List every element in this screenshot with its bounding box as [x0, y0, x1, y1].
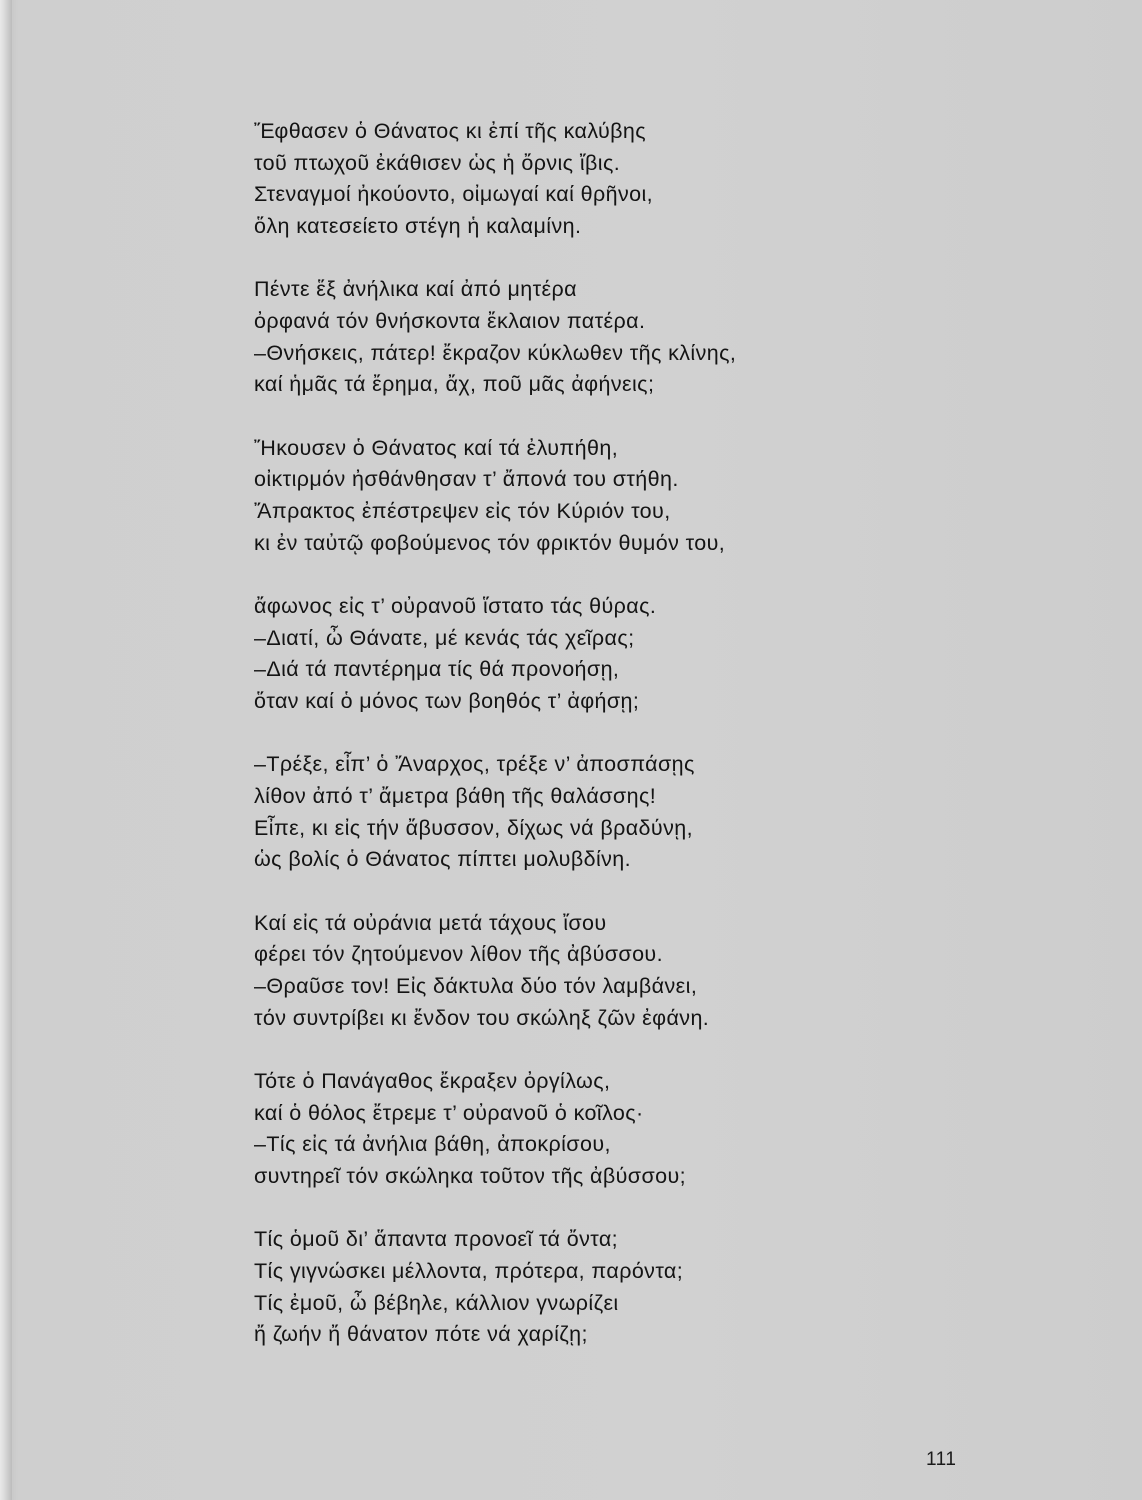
poem-line: λίθον ἀπό τ’ ἄμετρα βάθη τῆς θαλάσσης!	[254, 783, 657, 808]
poem-line: κι ἐν ταὐτῷ φοβούμενος τόν φρικτόν θυμόν του,	[254, 530, 726, 555]
poem-line: –Διά τά παντέρημα τίς θά προνοήσῃ,	[254, 657, 620, 682]
poem-line: ὅλη κατεσείετο στέγη ἡ καλαμίνη.	[254, 214, 582, 239]
stanza-4	[254, 591, 894, 718]
poem-line: –Τίς εἰς τά ἀνήλια βάθη, ἀποκρίσου,	[254, 1132, 611, 1157]
stanza-3	[254, 433, 894, 560]
stanza-6	[254, 908, 894, 1035]
poem-line: ἤ ζωήν ἤ θάνατον πότε νά χαρίζῃ;	[254, 1322, 588, 1347]
poem-line: Ἔφθασεν ὁ Θάνατος κι ἐπί τῆς καλύβης	[254, 119, 647, 143]
poem-line: ὀρφανά τόν θνήσκοντα ἔκλαιον πατέρα.	[254, 309, 646, 334]
stanza-7	[254, 1066, 894, 1193]
poem-line: Ἤκουσεν ὁ Θάνατος καί τά ἐλυπήθη,	[254, 435, 619, 460]
poem-body	[254, 116, 894, 1383]
poem-line: Εἶπε, κι εἰς τήν ἄβυσσον, δίχως νά βραδύνῃ,	[254, 815, 693, 840]
poem-line: ἄφωνος εἰς τ’ οὐρανοῦ ἵστατο τάς θύρας.	[254, 593, 657, 618]
poem-line: Πέντε ἕξ ἀνήλικα καί ἀπό μητέρα	[254, 277, 577, 302]
poem-line: τόν συντρίβει κι ἔνδον του σκώληξ ζῶν ἐφάνη.	[254, 1005, 710, 1030]
poem-line: –Τρέξε, εἶπ’ ὁ Ἄναρχος, τρέξε ν’ ἀποσπάσῃς	[254, 752, 695, 777]
poem-line: Τίς ἐμοῦ, ὦ βέβηλε, κάλλιον γνωρίζει	[254, 1290, 619, 1315]
poem-line: –Θνήσκεις, πάτερ! ἔκραζον κύκλωθεν τῆς κλίνης,	[254, 340, 737, 365]
stanza-1	[254, 116, 894, 243]
poem-line: καί ὁ θόλος ἔτρεμε τ’ οὐρανοῦ ὁ κοῖλος·	[254, 1100, 644, 1125]
poem-line: –Θραῦσε τον! Εἰς δάκτυλα δύο τόν λαμβάνει,	[254, 973, 698, 998]
stanza-8	[254, 1224, 894, 1351]
poem-line: Στεναγμοί ἠκούοντο, οἰμωγαί καί θρῆνοι,	[254, 182, 654, 207]
poem-line: ὡς βολίς ὁ Θάνατος πίπτει μολυβδίνη.	[254, 847, 632, 872]
poem-line: συντηρεῖ τόν σκώληκα τοῦτον τῆς ἀβύσσου;	[254, 1163, 687, 1188]
page-number: 111	[926, 1449, 957, 1470]
poem-line: καί ἡμᾶς τά ἔρημα, ἄχ, ποῦ μᾶς ἀφήνεις;	[254, 372, 655, 397]
poem-line: ὅταν καί ὁ μόνος των βοηθός τ’ ἀφήσῃ;	[254, 689, 640, 714]
poem-line: Τότε ὁ Πανάγαθος ἔκραξεν ὀργίλως,	[254, 1068, 611, 1093]
poem-line: Καί εἰς τά οὐράνια μετά τάχους ἴσου	[254, 910, 607, 935]
poem-line: Τίς γιγνώσκει μέλλοντα, πρότερα, παρόντα;	[254, 1258, 684, 1283]
poem-line: Τίς ὁμοῦ δι’ ἅπαντα προνοεῖ τά ὄντα;	[254, 1227, 619, 1252]
poem-line: τοῦ πτωχοῦ ἐκάθισεν ὡς ἡ ὄρνις ἴβις.	[254, 150, 621, 175]
page-spine-edge	[0, 0, 12, 1500]
poem-line: φέρει τόν ζητούμενον λίθον τῆς ἀβύσσου.	[254, 942, 663, 967]
stanza-5	[254, 749, 894, 876]
stanza-2	[254, 274, 894, 401]
poem-line: οἰκτιρμόν ἠσθάνθησαν τ’ ἄπονά του στήθη.	[254, 467, 679, 492]
poem-line: –Διατί, ὦ Θάνατε, μέ κενάς τάς χεῖρας;	[254, 625, 635, 650]
poem-line: Ἄπρακτος ἐπέστρεψεν εἰς τόν Κύριόν του,	[254, 499, 671, 524]
